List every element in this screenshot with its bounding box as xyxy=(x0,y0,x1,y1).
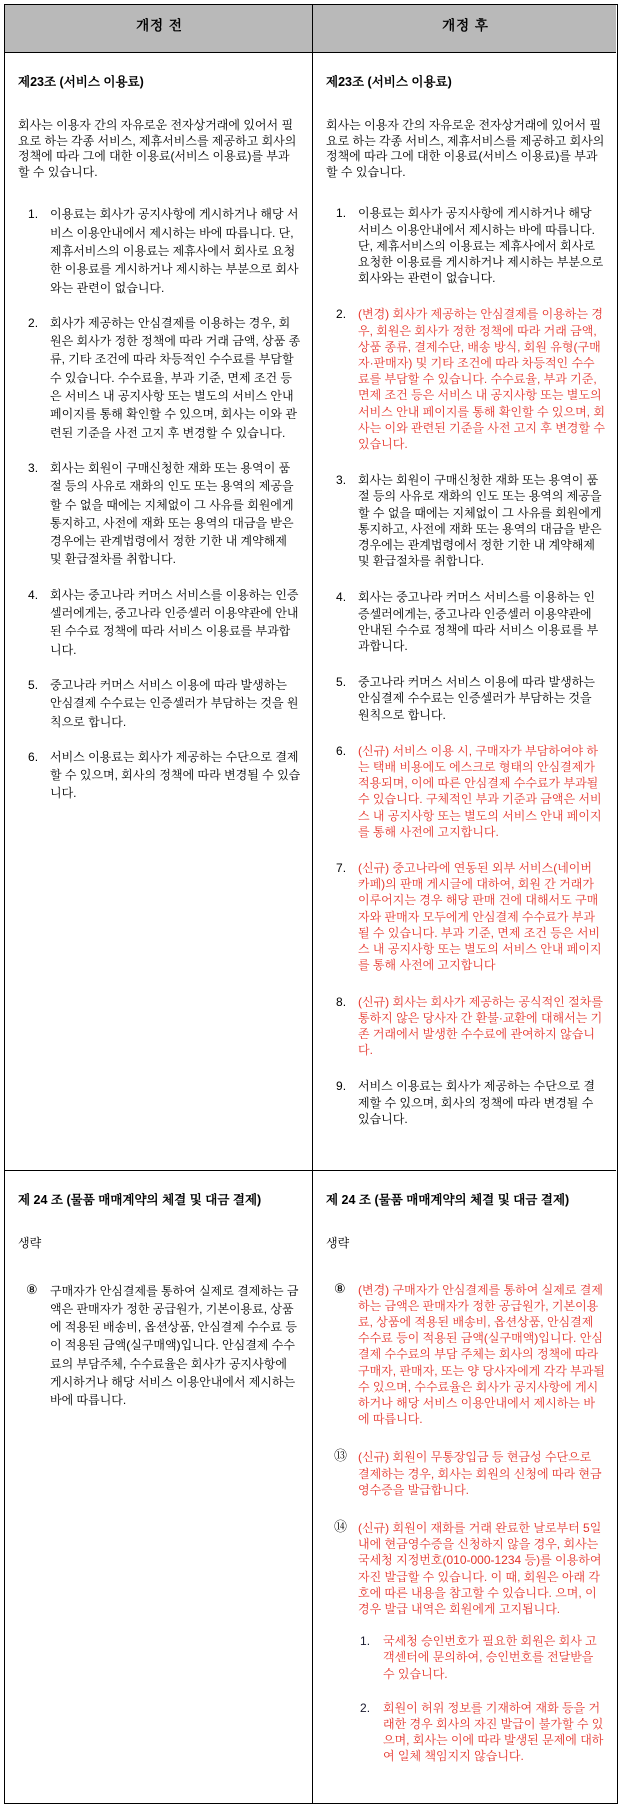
list-item-text: 구매자가 안심결제를 통하여 실제로 결제하는 금액은 판매자가 정한 공급원가, 기본이용료, 상품에 적용된 배송비, 옵션상품, 안심결제 수수료 등이 적용된 금액(실구매액)입니다. 안심결제 수수료의 부담주체, 수수료율은 회사가 공지사항에 게시하거나 해당 서비스 이용안내에서 제시하는 바에 따릅니다. xyxy=(50,1283,299,1408)
list-item: 이용료는 회사가 공지사항에 게시하거나 해당 서비스 이용안내에서 제시하는 바에 따릅니다. 단, 제휴서비스의 이용료는 제휴사에서 회사로 요청한 이용료를 게시하거나 제시하는 부분으로 회사와는 관련이 없습니다. xyxy=(50,207,299,295)
list-item-new: (신규) 회사는 회사가 제공하는 공식적인 절차를 통하지 않은 당사자 간 환불·교환에 대해서는 기존 거래에서 발생한 수수료에 관여하지 않습니다. xyxy=(358,994,603,1058)
list-item: 이용료는 회사가 공지사항에 게시하거나 해당 서비스 이용안내에서 제시하는 바에 따릅니다. 단, 제휴서비스의 이용료는 제휴사에서 회사로 요청한 이용료를 게시하거나 제시하는 부분으로 회사와는 관련이 없습니다. xyxy=(358,206,604,286)
article23-before-cell xyxy=(5,53,313,1171)
article24-after-cell xyxy=(313,1171,616,1803)
article23-after-intro: 회사는 이용자 간의 자유로운 전자상거래에 있어서 필요로 하는 각종 서비스, 제휴서비스를 제공하고 회사의 정책에 따라 그에 대한 이용료(서비스 이용료)를 부과할 수 있습니다. xyxy=(326,118,605,179)
article24-after-title: 제 24 조 (물품 매매계약의 체결 및 대금 결제) xyxy=(326,1193,570,1207)
list-item: 회사는 회원이 구매신청한 재화 또는 용역이 품절 등의 사유로 재화의 인도 또는 용역의 제공을 할 수 없을 때에는 지체없이 그 사유를 회원에게 통지하고, 사전에 재화 또는 용역의 대금을 받은 경우에는 관계법령에서 정한 기한 내 계약해제 및 환급절차를 취합니다. xyxy=(358,473,602,569)
list-item-text: (신규) 회원이 재화를 거래 완료한 날로부터 5일 내에 현금영수증을 신청하지 않을 경우, 회사는 국세청 지정번호(010-000-1234 등)를 이용하여 자진 발급할 수 있습니다. 이 때, 회원은 아래 각 호에 따른 내용을 참고할 수 있습니다. 으며, 이 경우 발급 내역은 회원에게 고지됩니다. xyxy=(358,1521,602,1617)
list-item: 회사는 회원이 구매신청한 재화 또는 용역이 품절 등의 사유로 재화의 인도 또는 용역의 제공을 할 수 없을 때에는 지체없이 그 사유를 회원에게 통지하고, 사전에 재화 또는 용역의 대금을 받은 경우에는 관계법령에서 정한 기한 내 계약해제 및 환급절차를 취합니다. xyxy=(50,460,294,567)
list-item: 중고나라 커머스 서비스 이용에 따라 발생하는 안심결제 수수료는 인증셀러가 부담하는 것을 원칙으로 합니다. xyxy=(358,675,595,722)
header-after: 개정 후 xyxy=(313,5,616,53)
article24-before-list xyxy=(18,1282,301,1410)
article24-after-list xyxy=(326,1282,605,1765)
omitted-label: 생략 xyxy=(326,1236,350,1250)
circled-number-marker: ⑬ xyxy=(334,1448,348,1464)
list-item xyxy=(26,1282,301,1410)
circled-number-marker: ⑧ xyxy=(334,1280,346,1296)
list-item: 회사는 중고나라 커머스 서비스를 이용하는 인증셀러에게는, 중고나라 인증셀러 이용약관에 안내된 수수료 정책에 따라 서비스 이용료를 부과합니다. xyxy=(358,590,599,654)
circled-number-marker: ⑧ xyxy=(26,1281,38,1297)
list-item-new: (신규) 중고나라에 연동된 외부 서비스(네이버 카페)의 판매 게시글에 대하여, 회원 간 거래가 이루어지는 경우 해당 판매 건에 대해서도 구매자와 판매자 모두에게 안심결제 수수료가 부과될 수 있습니다. 부과 기준, 면제 조건 등은 서비스 내 공지사항 또는 별도의 서비스 안내 페이지를 통해 사전에 고지합니다 xyxy=(358,861,602,973)
list-item: 회사가 제공하는 안심결제를 이용하는 경우, 회원은 회사가 정한 정책에 따라 거래 금액, 상품 종류, 기타 조건에 따라 차등적인 수수료를 부담할 수 있습니다. 수수료율, 부과 기준, 면제 조건 등은 서비스 내 공지사항 또는 별도의 서비스 안내 페이지를 통해 확인할 수 있으며, 회사는 이와 관련된 기준을 사전 고지 후 변경할 수 있습니다. xyxy=(50,315,301,440)
sub-list-item: 회원이 허위 정보를 기재하여 재화 등을 거래한 경우 회사의 자진 발급이 불가할 수 있으며, 회사는 이에 따라 발생된 문제에 대하여 일체 책임지지 않습니다. xyxy=(383,1700,604,1764)
list-item-changed: (변경) 회사가 제공하는 안심결제를 이용하는 경우, 회원은 회사가 정한 정책에 따라 거래 금액, 상품 종류, 결제수단, 배송 방식, 회원 유형(구매자·판매자) 및 기타 조건에 따라 차등적인 수수료를 부담할 수 있습니다. 수수료율, 부과 기준, 면제 조건 등은 서비스 내 공지사항 또는 별도의 서비스 안내 페이지를 통해 확인할 수 있으며, 회사는 이와 관련된 기준을 사전 고지 후 변경할 수 있습니다. xyxy=(358,307,605,452)
list-item-text: (변경) 구매자가 안심결제를 통하여 실제로 결제하는 금액은 판매자가 정한 공급원가, 기본이용료, 상품에 적용된 배송비, 옵션상품, 안심결제 수수료 등이 적용된 금액(실구매액)입니다. 안심결제 수수료의 부담 주체는 회사의 정책에 따라 구매자, 판매자, 또는 양 당사자에게 각각 부과될 수 있으며, 수수료율은 회사가 공지사항에 게시하거나 해당 서비스 이용안내에서 제시하는 바에 따릅니다. xyxy=(358,1282,605,1427)
header-before: 개정 전 xyxy=(5,5,313,53)
list-item-new: (신규) 서비스 이용 시, 구매자가 부담하여야 하는 택배 비용에도 에스크로 형태의 안심결제가 적용되며, 이에 따른 안심결제 수수료가 부과될 수 있습니다. 구체적인 부과 기준과 금액은 서비스 내 공지사항 또는 별도의 서비스 안내 페이지를 통해 사전에 고지합니다. xyxy=(358,743,602,839)
sub-list-item: 국세청 승인번호가 필요한 회원은 회사 고객센터에 문의하여, 승인번호를 전달받을 수 있습니다. xyxy=(383,1634,597,1681)
article23-after-list xyxy=(326,205,605,1127)
list-item: 중고나라 커머스 서비스 이용에 따라 발생하는 안심결제 수수료는 인증셀러가 부담하는 것을 원칙으로 합니다. xyxy=(50,677,299,729)
circled-number-marker: ⑭ xyxy=(334,1519,348,1535)
article23-after-title: 제23조 (서비스 이용료) xyxy=(326,75,452,89)
article23-before-list xyxy=(18,205,301,802)
list-item: 서비스 이용료는 회사가 제공하는 수단으로 결제할 수 있으며, 회사의 정책에 따라 변경될 수 있습니다. xyxy=(358,1079,595,1126)
omitted-label: 생략 xyxy=(18,1236,42,1250)
article24-before-title: 제 24 조 (물품 매매계약의 체결 및 대금 결제) xyxy=(18,1193,262,1207)
list-item-changed xyxy=(334,1282,605,1428)
article24-after-sublist xyxy=(360,1633,605,1764)
article23-before-title: 제23조 (서비스 이용료) xyxy=(18,75,144,89)
article24-before-cell xyxy=(5,1171,313,1803)
list-item-text: (신규) 회원이 무통장입금 등 현금성 수단으로 결제하는 경우, 회사는 회원의 신청에 따라 현금영수증을 발급합니다. xyxy=(358,1450,602,1497)
article23-before-intro: 회사는 이용자 간의 자유로운 전자상거래에 있어서 필요로 하는 각종 서비스, 제휴서비스를 제공하고 회사의 정책에 따라 그에 대한 이용료(서비스 이용료)를 부과할 수 있습니다. xyxy=(18,118,297,179)
article23-after-cell xyxy=(313,53,616,1171)
list-item: 서비스 이용료는 회사가 제공하는 수단으로 결제할 수 있으며, 회사의 정책에 따라 변경될 수 있습니다. xyxy=(50,749,301,801)
list-item: 회사는 중고나라 커머스 서비스를 이용하는 인증셀러에게는, 중고나라 인증셀러 이용약관에 안내된 수수료 정책에 따라 서비스 이용료를 부과합니다. xyxy=(50,587,299,657)
list-item-new xyxy=(334,1520,605,1765)
revision-comparison-table xyxy=(4,4,618,1804)
list-item-new xyxy=(334,1449,605,1498)
